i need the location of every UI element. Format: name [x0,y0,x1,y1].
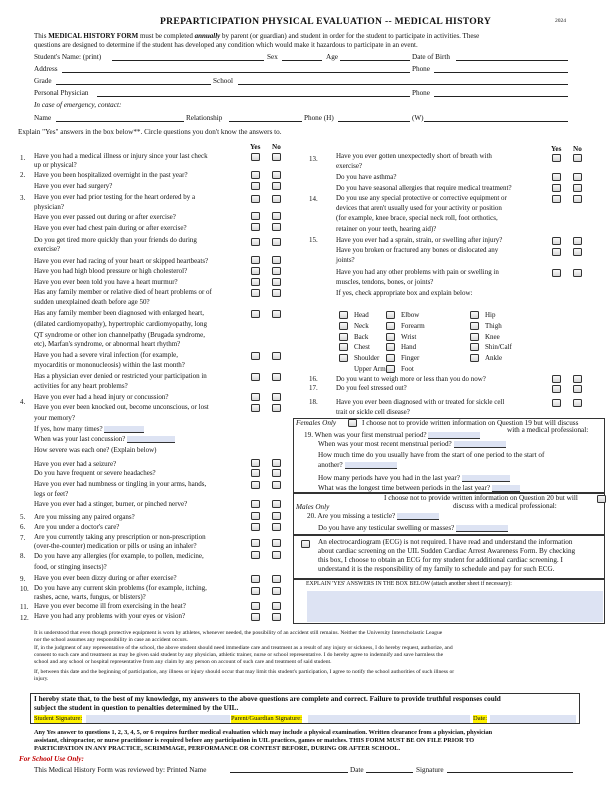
yes-checkbox[interactable] [251,393,260,401]
explain-answers-field[interactable] [307,591,603,622]
yes-checkbox[interactable] [251,212,260,220]
address-label: Address [34,65,58,73]
body-part-label: Ankle [485,354,503,362]
yes-checkbox[interactable] [552,399,561,407]
no-checkbox[interactable] [272,212,281,220]
no-checkbox[interactable] [272,469,281,477]
question-text: (for example, knee brace, special neck roll, foot orthotics, [336,214,498,222]
yes-checkbox[interactable] [251,404,260,412]
no-checkbox[interactable] [272,613,281,621]
yes-checkbox[interactable] [251,613,260,621]
phone-h-label: Phone (H) [304,114,334,122]
question-text: Have you ever become ill from exercising in the heat? [34,602,186,610]
grade-field[interactable] [56,78,211,85]
yes-checkbox[interactable] [251,310,260,318]
yes-checkbox[interactable] [251,459,260,467]
question-text: Have you broken or fractured any bones or dislocated any [336,246,499,254]
review-date-field[interactable] [366,766,413,773]
student-signature-label: Student Signature: [34,715,83,722]
yes-checkbox[interactable] [251,352,260,360]
q19-periods-count: How many periods have you had in the last year? [318,474,510,483]
q-num: 4. [20,398,26,406]
body-part-checkbox[interactable] [386,322,395,330]
no-checkbox[interactable] [272,310,281,318]
question-text: Have you ever been dizzy during or after exercise? [34,574,177,582]
body-part-checkbox[interactable] [339,322,348,330]
q-num: 8. [20,552,26,560]
yes-checkbox[interactable] [251,223,260,231]
question-text: Have you ever passed out during or after exercise? [34,213,176,221]
yes-header-right: Yes [551,145,562,153]
relationship-field[interactable] [229,115,302,122]
age-field[interactable] [340,54,410,61]
reviewer-signature-field[interactable] [447,766,573,773]
question-text: Have you had any other problems with pain or swelling in [336,268,499,276]
q-num: 6. [20,523,26,531]
q20-missing-testicle: 20. Are you missing a testicle? [307,512,439,521]
yes-checkbox[interactable] [251,512,260,520]
q20-swelling: Do you have any testicular swelling or masses? [318,524,508,533]
phone2-label: Phone [412,89,430,97]
longest-time-field[interactable] [492,485,520,492]
no-checkbox[interactable] [272,267,281,275]
yes-checkbox[interactable] [251,481,260,489]
legal-text: If, between this date and the beginning of participation, any illness or injury should occur that may limit this student's participation, I agree to notify the school authorities of such illness or [34,669,455,675]
body-part-checkbox[interactable] [470,322,479,330]
yes-checkbox[interactable] [552,248,561,256]
yes-checkbox[interactable] [552,237,561,245]
question-text: (over-the-counter) medication or pills or using an inhaler? [34,542,197,550]
question-text: Are you under a doctor's care? [34,523,120,531]
question-text: legs or feet? [34,490,69,498]
body-part-checkbox[interactable] [386,354,395,362]
phone1-label: Phone [412,65,430,73]
school-label: School [213,77,233,85]
q19-another: another? [318,461,397,470]
question-text: Do you want to weigh more or less than you do now? [336,375,486,383]
question-text: Have you ever had a head injury or concussion? [34,393,169,401]
attestation-text: subject the student in question to penalties determined by the UIL. [34,704,239,712]
question-text: muscles, tendons, bones, or joints? [336,278,434,286]
q-num: 15. [309,236,318,244]
no-header-left: No [272,143,281,151]
explain-label: EXPLAIN 'YES' ANSWERS IN THE BOX BELOW (attach another sheet if necessary): [306,581,512,587]
no-checkbox[interactable] [272,587,281,595]
body-part-checkbox[interactable] [386,333,395,341]
legal-text: consent to such care and treatment as may be given said student by any physician, athletic trainer, nurse or school representative. I do hereby agree to indemnify and save harmless the [34,652,444,658]
question-text: food, or stinging insects)? [34,563,107,571]
yes-checkbox[interactable] [251,256,260,264]
body-part-checkbox[interactable] [339,333,348,341]
yes-checkbox[interactable] [552,375,561,383]
question-text: Do you have any allergies (for example, to pollen, medicine, [34,552,204,560]
emergency-label: In case of emergency, contact: [34,101,122,109]
body-part-label: Wrist [401,333,417,341]
males-only-label: Males Only [296,503,330,511]
q-num: 13. [309,155,318,163]
footer-notice: Any Yes answer to questions 1, 2, 3, 4, 5, or 6 requires further medical evaluation which may include a physical examination. Written clearance from a physician, physician [34,729,493,736]
first-period-field[interactable] [428,432,480,439]
no-checkbox[interactable] [272,500,281,508]
ecg-checkbox[interactable] [301,540,310,548]
body-part-label: Finger [401,354,420,362]
no-checkbox[interactable] [573,184,582,192]
phone2-field[interactable] [434,90,568,97]
no-checkbox[interactable] [272,256,281,264]
no-checkbox[interactable] [272,182,281,190]
male-optout-text2: discuss with a medical professional: [453,502,557,510]
no-checkbox[interactable] [272,602,281,610]
no-checkbox[interactable] [573,248,582,256]
yes-checkbox[interactable] [251,195,260,203]
phone-w-label: (W) [412,114,424,122]
question-text: Have you had a severe viral infection (for example, [34,351,179,359]
female-optout-text: I choose not to provide written information on Question 19 but will discuss [362,419,579,427]
yes-checkbox[interactable] [251,551,260,559]
footer-notice: assistant, chiropractor, or nurse practitioner is required before any participation in UIL practices, games or matches. THIS FORM MUST BE ON FILE PRIOR TO [34,737,475,744]
question-text: Have you had a medical illness or injury since your last check [34,152,208,160]
body-part-label: Forearm [401,322,425,330]
question-text: Have you ever had numbness or tingling in your arms, hands, [34,480,207,488]
contact-name-label: Name [34,114,52,122]
no-checkbox[interactable] [573,269,582,277]
body-part-label: Back [354,333,369,341]
question-text: Do you get tired more quickly than your friends do during [34,236,197,244]
no-checkbox[interactable] [272,539,281,547]
periods-count-field[interactable] [462,475,510,482]
yes-checkbox[interactable] [251,182,260,190]
body-part-checkbox[interactable] [339,311,348,319]
question-text: Has a physician ever denied or restricted your participation in [34,372,207,380]
body-part-checkbox[interactable] [386,365,395,373]
q-num: 3. [20,194,26,202]
contact-name-field[interactable] [56,115,184,122]
no-checkbox[interactable] [272,352,281,360]
yes-checkbox[interactable] [251,153,260,161]
question-text: (dilated cardiomyopathy), hypertrophic cardiomyopathy, long [34,320,207,328]
page-title: PREPARTICIPATION PHYSICAL EVALUATION -- MEDICAL HISTORY [160,16,492,27]
body-part-label: Hip [485,311,496,319]
question-text: Are you missing any paired organs? [34,513,135,521]
no-checkbox[interactable] [272,373,281,381]
question-text: Are you currently taking any prescription or non-prescription [34,533,206,541]
recent-period-field[interactable] [454,441,506,448]
yes-checkbox[interactable] [552,173,561,181]
yes-checkbox[interactable] [251,469,260,477]
body-part-label: Shoulder [354,354,380,362]
question-text: Do you feel stressed out? [336,384,407,392]
question-text: Have you ever had prior testing for the heart ordered by a [34,193,196,201]
q-num: 10. [20,585,29,593]
swelling-field[interactable] [456,525,508,532]
yes-checkbox[interactable] [552,195,561,203]
footer-notice: PARTICIPATION IN ANY PRACTICE, SCRIMMAGE, PERFORMANCE OR CONTEST BEFORE, DURING OR AFTER SCHOOL. [34,745,401,752]
question-text: Do you have asthma? [336,173,397,181]
body-part-checkbox[interactable] [386,311,395,319]
date-field[interactable] [490,715,576,723]
intro-text-line2: questions are designed to determine if the student has developed any condition which would make it hazardous to participate in an event. [34,41,418,49]
no-checkbox[interactable] [272,223,281,231]
missing-testicle-field[interactable] [397,513,439,520]
question-text: Have you been hospitalized overnight in the past year? [34,171,188,179]
question-text: up or physical? [34,161,77,169]
yes-checkbox[interactable] [552,184,561,192]
question-text: Have you had high blood pressure or high cholesterol? [34,267,188,275]
address-field[interactable] [62,66,410,73]
cycle-length-field[interactable] [345,462,397,469]
yes-checkbox[interactable] [251,523,260,531]
physician-field[interactable] [97,90,410,97]
question-text: Have you ever had chest pain during or after exercise? [34,224,187,232]
male-optout-checkbox[interactable] [597,495,606,503]
legal-text: If, in the judgment of any representative of the school, the above student should need immediate care and treatment as a result of any injury or sickness, I do hereby request, authorize, and [34,645,453,651]
question-text: sudden unexplained death before age 50? [34,298,150,306]
question-text: Have you had any problems with your eyes or vision? [34,612,186,620]
question-text: Has any family member been diagnosed with enlarged heart, [34,309,204,317]
yes-checkbox[interactable] [251,500,260,508]
body-part-checkbox[interactable] [386,343,395,351]
no-checkbox[interactable] [272,523,281,531]
body-part-checkbox[interactable] [339,354,348,362]
q-num: 9. [20,575,26,583]
explain-instructions: Explain "Yes" answers in the box below**. Circle questions you don't know the answers to. [18,128,282,136]
q19-recent-period: When was your most recent menstrual period? [318,440,506,449]
q19-cycle-length: How much time do you usually have from the start of one period to the start of [318,451,545,459]
student-name-label: Student's Name: (print) [34,53,102,61]
yes-checkbox[interactable] [552,154,561,162]
concussion-last-field[interactable] [127,436,175,443]
concussion-count-field[interactable] [104,426,144,433]
phone1-field[interactable] [434,66,568,73]
no-checkbox[interactable] [272,481,281,489]
attestation-text: I hereby state that, to the best of my knowledge, my answers to the above questions are complete and correct. Failure to provide truthful responses could [34,695,501,703]
question-text: Have you ever had a stinger, burner, or pinched nerve? [34,500,188,508]
no-checkbox[interactable] [573,375,582,383]
question-text: Have you ever gotten unexpectedly short of breath with [336,152,492,160]
student-signature-field[interactable] [86,715,230,723]
question-text: etc), Marfan's syndrome, or abnormal heart rhythm? [34,340,181,348]
ecg-text: this box, I choose to obtain an ECG for my student for additional cardiac screening. I [318,556,563,564]
question-text: Have you ever been diagnosed with or treated for sickle cell [336,398,505,406]
question-text: myocarditis or mononucleosis) within the last month? [34,361,185,369]
body-part-label: Hand [401,343,417,351]
q-num: 7. [20,534,26,542]
legal-text: school and any school or hospital representative from any claim by any person on account of such care and treatment of said student. [34,659,332,665]
question-text: Do you have seasonal allergies that require medical treatment? [336,184,512,192]
no-checkbox[interactable] [272,393,281,401]
body-part-label: Thigh [485,322,502,330]
question-text: Have you ever had a seizure? [34,460,117,468]
body-part-checkbox[interactable] [470,311,479,319]
parent-signature-field[interactable] [308,715,470,723]
review-date-label: Date [350,766,364,774]
no-header-right: No [573,145,582,153]
ecg-text: understand it is the responsibility of my family to schedule and pay for such ECG. [318,565,555,573]
body-part-label: Foot [401,365,414,373]
body-part-label: Elbow [401,311,420,319]
yes-checkbox[interactable] [251,278,260,286]
no-checkbox[interactable] [272,289,281,297]
grade-label: Grade [34,77,52,85]
male-optout-text: I choose not to provide written information on Question 20 but will [384,494,578,502]
date-label: Date: [473,715,488,722]
no-checkbox[interactable] [272,459,281,467]
form-year: 2024 [555,18,566,24]
school-use-label: For School Use Only: [19,755,84,763]
question-text: trait or sickle cell disease? [336,408,410,416]
question-text: QT syndrome or other ion channelpathy (Brugada syndrome, [34,331,205,339]
no-checkbox[interactable] [573,173,582,181]
question-text: your memory? [34,414,76,422]
question-text: Have you ever had racing of your heart or skipped heartbeats? [34,257,209,265]
yes-checkbox[interactable] [251,171,260,179]
no-checkbox[interactable] [272,238,281,246]
yes-checkbox[interactable] [552,269,561,277]
body-part-checkbox[interactable] [470,343,479,351]
question-text: activities for any heart problems? [34,382,128,390]
body-part-checkbox[interactable] [470,333,479,341]
q-num: 12. [20,614,29,622]
question-text: If yes, check appropriate box and explain below: [336,289,473,297]
student-name-field[interactable] [112,54,264,61]
q-num: 2. [20,171,26,179]
body-part-label: Chest [354,343,370,351]
body-part-checkbox[interactable] [470,354,479,362]
no-checkbox[interactable] [272,512,281,520]
body-part-label: Upper Arm [354,365,386,373]
no-checkbox[interactable] [272,195,281,203]
yes-checkbox[interactable] [251,267,260,275]
no-checkbox[interactable] [272,404,281,412]
reviewer-signature-label: Signature [416,766,444,774]
intro-text: This MEDICAL HISTORY FORM must be completed annually by parent (or guardian) and student in order for the student to participate in activities. These [34,32,480,40]
q-num: 11. [20,603,29,611]
question-text: Do you use any special protective or corrective equipment or [336,194,507,202]
q19-longest-time: What was the longest time between periods in the last year? [318,484,520,493]
question-text: rashes, acne, warts, fungus, or blisters)? [34,593,146,601]
sex-field[interactable] [282,54,322,61]
yes-checkbox[interactable] [251,539,260,547]
parent-signature-label: Parent/Guardian Signature: [231,715,302,722]
yes-checkbox[interactable] [251,602,260,610]
body-part-label: Knee [485,333,500,341]
reviewer-name-field[interactable] [230,766,348,773]
question-text: Have you ever had a sprain, strain, or swelling after injury? [336,236,503,244]
no-checkbox[interactable] [573,154,582,162]
female-optout-checkbox[interactable] [348,419,357,427]
question-text: devices that aren't usually used for your activity or position [336,204,502,212]
no-checkbox[interactable] [272,153,281,161]
dob-label: Date of Birth [412,53,450,61]
question-text: Have you ever been knocked out, become unconscious, or lost [34,403,209,411]
relationship-label: Relationship [186,114,223,122]
dob-field[interactable] [456,54,568,61]
q-num: 18. [309,398,318,406]
age-label: Age [326,53,338,61]
body-part-checkbox[interactable] [339,343,348,351]
phone-w-field[interactable] [424,115,568,122]
ecg-text: about cardiac screening on the UIL Sudden Cardiac Arrest Awareness Form. By checking [318,547,576,555]
yes-header-left: Yes [250,143,261,151]
question-text: Have you ever had surgery? [34,182,113,190]
q-num: 5. [20,513,26,521]
physician-label: Personal Physician [34,89,89,97]
yes-checkbox[interactable] [251,238,260,246]
legal-text: nor the school assumes any responsibility in case an accident occurs. [34,637,188,643]
reviewed-by-label: This Medical History Form was reviewed by: Printed Name [34,766,207,774]
females-only-label: Females Only [296,419,337,427]
q19-first-period: 19. When was your first menstrual period? [304,431,480,440]
question-text: physician? [34,203,64,211]
question-text: Do you have frequent or severe headaches? [34,469,156,477]
no-checkbox[interactable] [272,171,281,179]
phone-h-field[interactable] [338,115,410,122]
concussion-severity-label: How severe was each one? (Explain below) [34,446,157,454]
yes-checkbox[interactable] [251,587,260,595]
q-num: 1. [20,154,26,162]
ecg-text: An electrocardiogram (ECG) is not required. I have read and understand the information [318,538,573,546]
sex-label: Sex [267,53,278,61]
no-checkbox[interactable] [573,195,582,203]
question-text: Have you ever been told you have a heart murmur? [34,278,178,286]
no-checkbox[interactable] [573,385,582,393]
question-text: Do you have any current skin problems (for example, itching, [34,584,207,592]
no-checkbox[interactable] [573,237,582,245]
yes-checkbox[interactable] [251,575,260,583]
yes-checkbox[interactable] [552,385,561,393]
no-checkbox[interactable] [573,399,582,407]
no-checkbox[interactable] [272,551,281,559]
q-num: 16. [309,375,318,383]
body-part-label: Head [354,311,369,319]
question-text: exercise? [336,162,363,170]
question-text: Has any family member or relative died of heart problems or of [34,288,212,296]
no-checkbox[interactable] [272,278,281,286]
concussion-last-label: When was your last concussion? [34,435,175,444]
no-checkbox[interactable] [272,575,281,583]
legal-text: injury. [34,676,49,682]
body-part-label: Shin/Calf [485,343,512,351]
question-text: joints? [336,256,355,264]
question-text: retainer on your teeth, hearing aid)? [336,225,437,233]
question-text: exercise? [34,245,61,253]
legal-text: It is understood that even though protective equipment is worn by athletes, whenever needed, the possibility of an accident still remains. Neither the University Interscholastic League [34,630,443,636]
q-num: 14. [309,195,318,203]
female-optout-text2: with a medical professional: [507,426,589,434]
school-field[interactable] [238,78,568,85]
concussion-count-label: If yes, how many times? [34,425,144,434]
q-num: 17. [309,384,318,392]
body-part-label: Neck [354,322,369,330]
yes-checkbox[interactable] [251,289,260,297]
yes-checkbox[interactable] [251,373,260,381]
